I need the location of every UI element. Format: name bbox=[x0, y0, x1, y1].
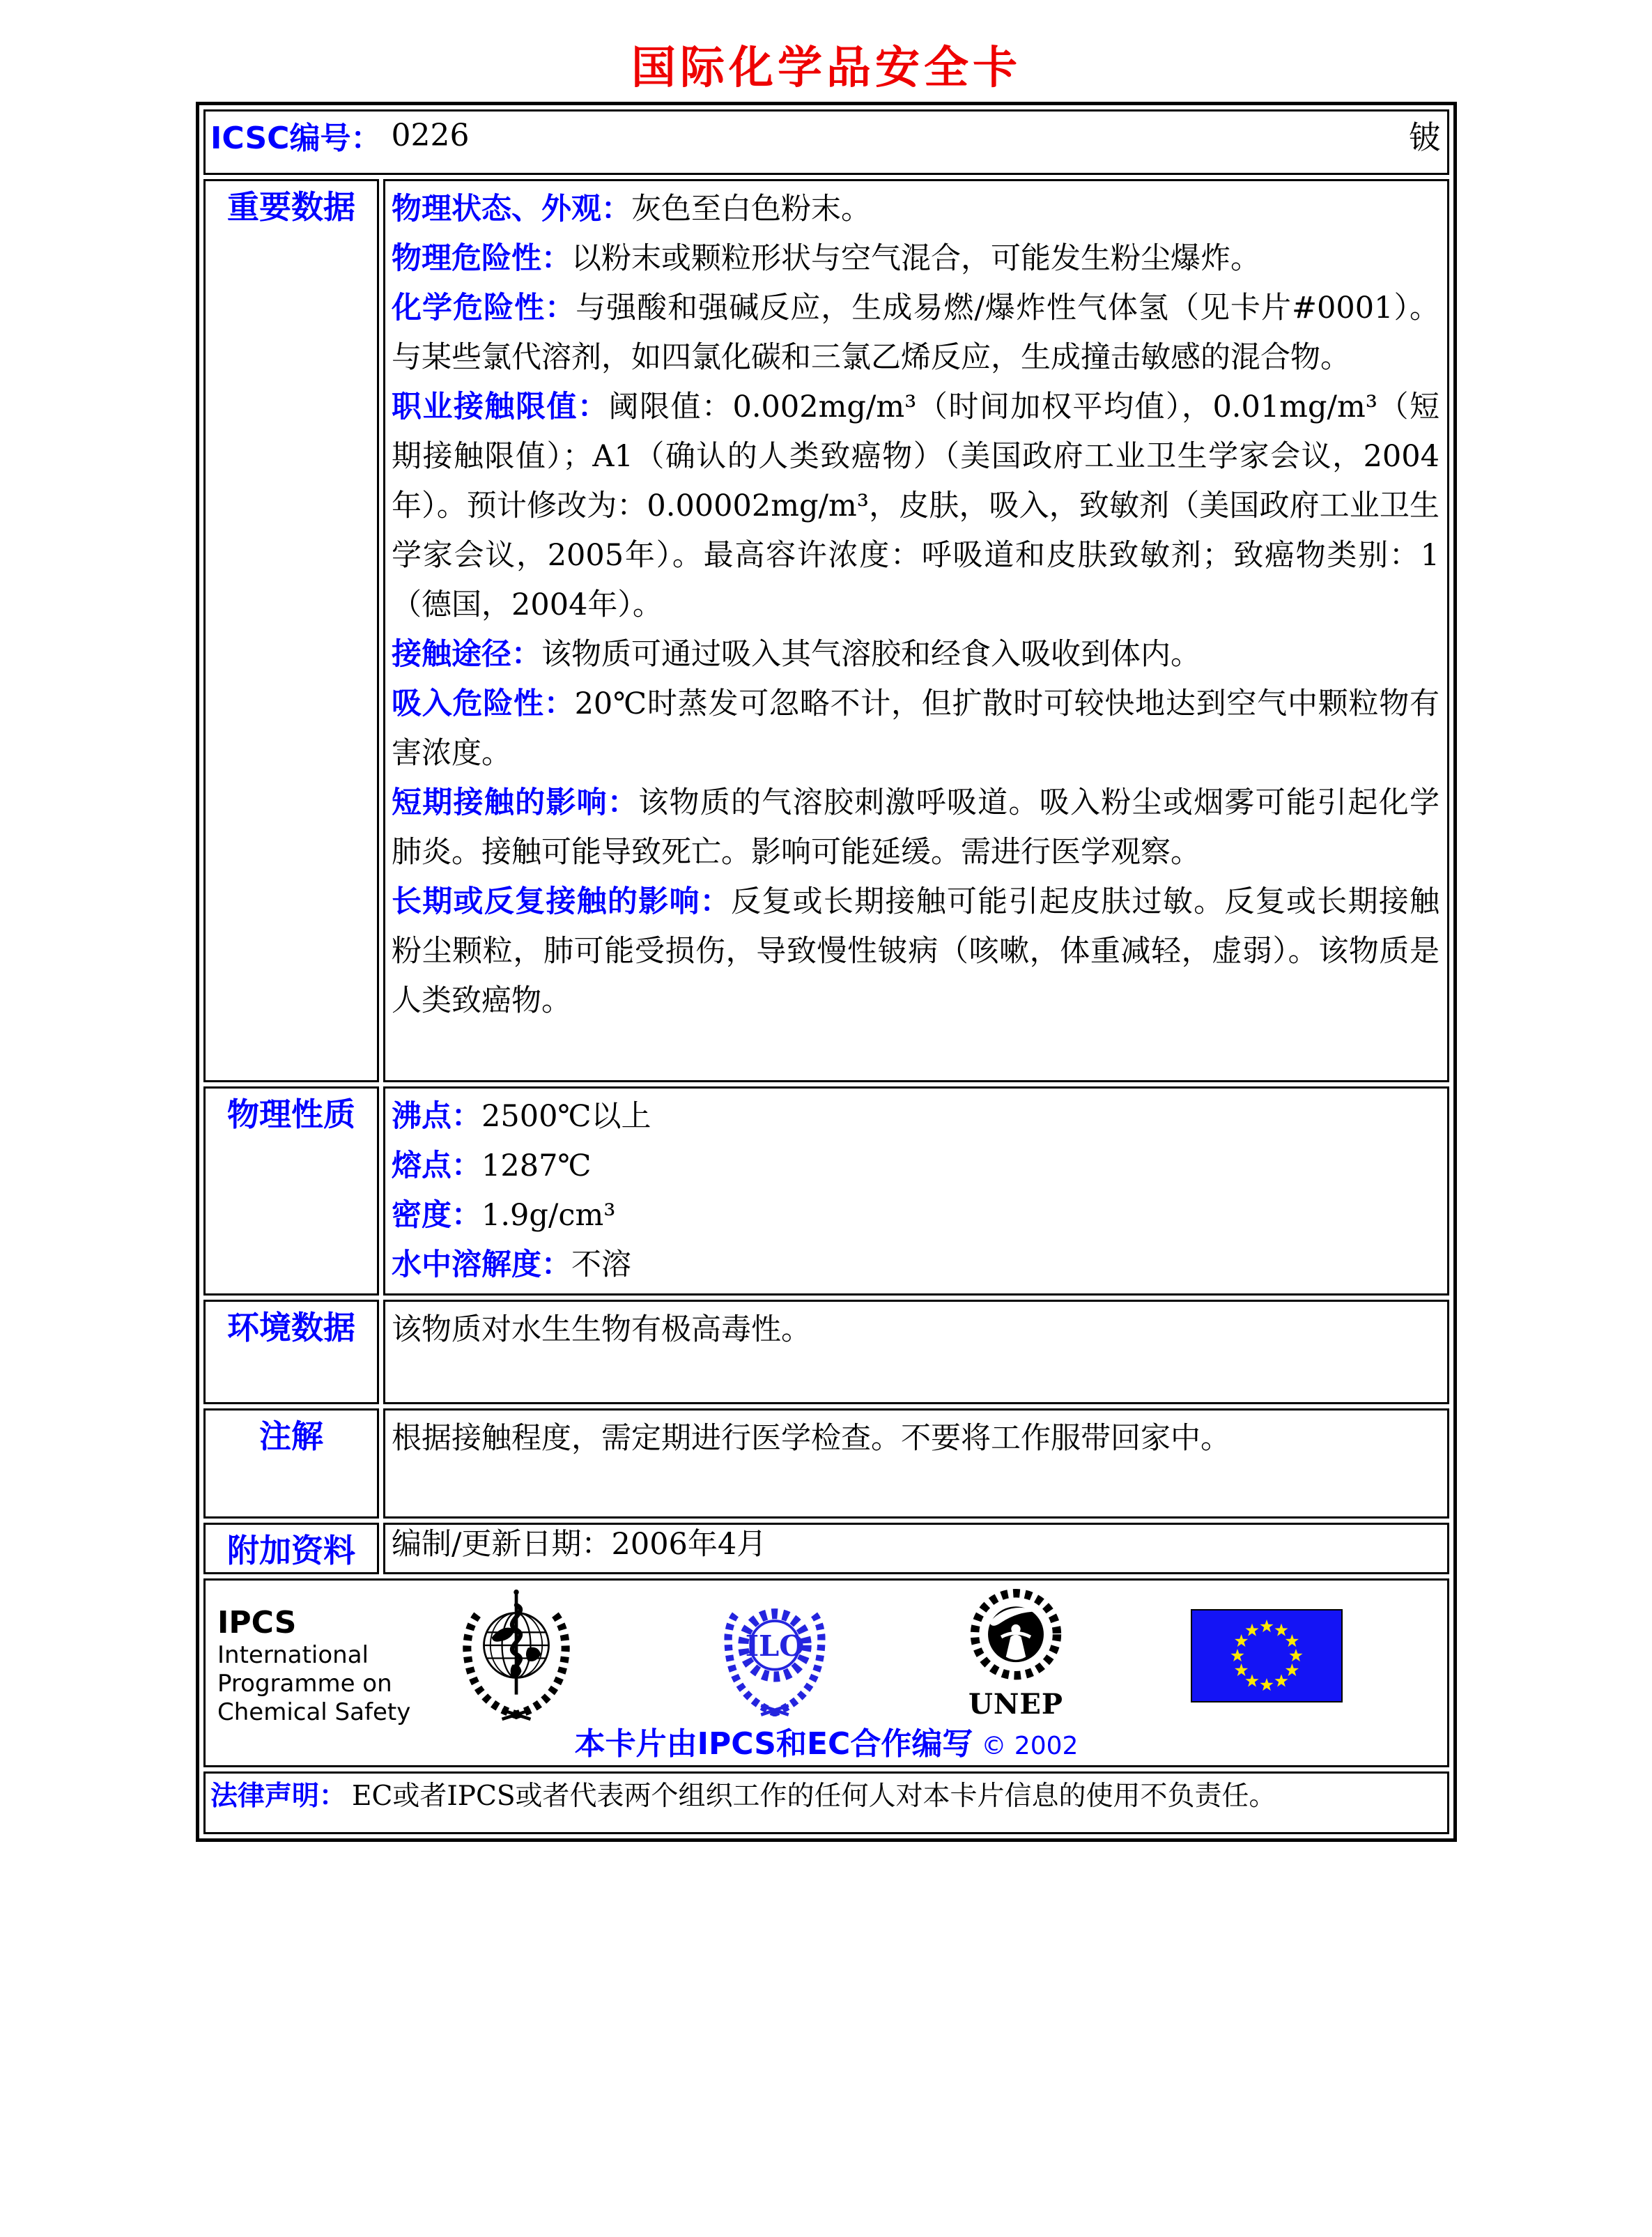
unep-emblem-icon bbox=[956, 1583, 1076, 1691]
entry bbox=[392, 1092, 1439, 1141]
icsc-header-cell bbox=[203, 109, 1449, 175]
entry-text: 2500℃以上 bbox=[481, 1099, 651, 1134]
entry-text: 1287℃ bbox=[481, 1148, 592, 1183]
cooperation-caption bbox=[206, 1719, 1446, 1763]
entry bbox=[392, 284, 1439, 383]
entry bbox=[392, 1240, 1439, 1290]
unep-wordmark: UNEP bbox=[968, 1688, 1063, 1721]
entry-text: 20℃时蒸发可忽略不计，但扩散时可较快地达到空气中颗粒物有害浓度。 bbox=[392, 686, 1439, 771]
ipcs-line: Programme on bbox=[217, 1670, 392, 1698]
section-row-notes bbox=[203, 1408, 1449, 1519]
ipcs-block bbox=[217, 1605, 410, 1727]
ipcs-line: Chemical Safety bbox=[217, 1698, 411, 1726]
entry bbox=[392, 1525, 1439, 1563]
entry-text: 编制/更新日期：2006年4月 bbox=[392, 1527, 767, 1562]
entry-label: 物理危险性： bbox=[392, 241, 571, 276]
ipcs-acronym: IPCS bbox=[217, 1605, 297, 1640]
svg-text:ILO: ILO bbox=[745, 1628, 805, 1663]
section-content-physical-properties bbox=[383, 1086, 1449, 1296]
icsc-card bbox=[196, 102, 1457, 1842]
ipcs-line: International bbox=[217, 1641, 369, 1669]
copyright-text: © 2002 bbox=[981, 1732, 1079, 1760]
legal-cell bbox=[203, 1771, 1449, 1834]
section-row-physical-properties bbox=[203, 1086, 1449, 1296]
logos-cell bbox=[203, 1578, 1449, 1767]
entry-text: 反复或长期接触可能引起皮肤过敏。反复或长期接触粉尘颗粒，肺可能受损伤，导致慢性铍病（咳嗽，体重减轻，虚弱）。该物质是人类致癌物。 bbox=[392, 884, 1439, 1018]
caption-text: 本卡片由IPCS和EC合作编写 bbox=[574, 1726, 973, 1762]
ilo-logo-icon bbox=[719, 1592, 831, 1716]
section-label-additional-info: 附加资料 bbox=[203, 1523, 379, 1574]
entry-label: 吸入危险性： bbox=[392, 686, 575, 721]
section-label-environmental-data: 环境数据 bbox=[203, 1300, 379, 1404]
icsc-header-row bbox=[203, 109, 1449, 175]
eu-flag-icon bbox=[1191, 1609, 1343, 1702]
section-row-environmental-data bbox=[203, 1300, 1449, 1404]
section-content-important-data bbox=[383, 179, 1449, 1082]
entry-label: 密度： bbox=[392, 1198, 481, 1233]
entry-text: 该物质的气溶胶刺激呼吸道。吸入粉尘或烟雾可能引起化学肺炎。接触可能导致死亡。影响可能延缓。需进行医学观察。 bbox=[392, 785, 1440, 870]
entry-text: 1.9g/cm³ bbox=[481, 1198, 616, 1233]
section-content-notes bbox=[383, 1408, 1449, 1519]
section-label-important-data: 重要数据 bbox=[203, 179, 379, 1082]
substance-name: 铍 bbox=[1409, 118, 1441, 156]
entry bbox=[392, 1305, 1439, 1355]
icsc-number-label: ICSC编号： bbox=[210, 121, 382, 156]
entry bbox=[392, 630, 1439, 679]
legal-label: 法律声明： bbox=[210, 1781, 347, 1812]
entry bbox=[392, 1414, 1439, 1463]
entry bbox=[392, 679, 1439, 778]
entry-label: 化学危险性： bbox=[392, 291, 576, 325]
entry-text: 灰色至白色粉末。 bbox=[631, 192, 871, 226]
icsc-number-value: 0226 bbox=[391, 117, 470, 153]
section-label-physical-properties: 物理性质 bbox=[203, 1086, 379, 1296]
entry-label: 熔点： bbox=[392, 1148, 481, 1183]
entry-label: 水中溶解度： bbox=[392, 1247, 571, 1282]
legal-row bbox=[203, 1771, 1449, 1834]
section-content-environmental-data bbox=[383, 1300, 1449, 1404]
entry-label: 长期或反复接触的影响： bbox=[392, 884, 731, 919]
entry bbox=[392, 778, 1439, 877]
entry-text: 该物质对水生生物有极高毒性。 bbox=[392, 1312, 811, 1347]
entry-text: 以粉末或颗粒形状与空气混合，可能发生粉尘爆炸。 bbox=[571, 241, 1260, 276]
entry-label: 沸点： bbox=[392, 1099, 481, 1134]
page-title: 国际化学品安全卡 bbox=[631, 42, 1021, 94]
entry-text: 该物质可通过吸入其气溶胶和经食入吸收到体内。 bbox=[541, 637, 1201, 672]
unep-logo bbox=[955, 1583, 1077, 1719]
entry-label: 短期接触的影响： bbox=[392, 785, 639, 820]
entry bbox=[392, 383, 1439, 630]
logos-row bbox=[203, 1578, 1449, 1767]
entry-text: 与强酸和强碱反应，生成易燃/爆炸性气体氢（见卡片#0001）。与某些氯代溶剂，如四氯化碳和三氯乙烯反应，生成撞击敏感的混合物。 bbox=[392, 291, 1440, 375]
section-label-notes: 注解 bbox=[203, 1408, 379, 1519]
entry-text: 根据接触程度，需定期进行医学检查。不要将工作服带回家中。 bbox=[392, 1421, 1230, 1456]
entry-text: 阈限值：0.002mg/m³（时间加权平均值），0.01mg/m³（短期接触限值）；A1（确认的人类致癌物）（美国政府工业卫生学家会议，2004年）。预计修改为：0.00002mg/m³，皮肤，吸入，致敏剂（美国政府工业卫生学家会议，2005年）。最高容许浓度：呼吸道和皮肤致敏剂；致癌物类别：1（德国，2004年）。 bbox=[392, 390, 1439, 622]
entry bbox=[392, 1141, 1439, 1191]
section-content-additional-info bbox=[383, 1523, 1449, 1574]
who-logo-icon bbox=[451, 1585, 581, 1722]
entry bbox=[392, 234, 1439, 284]
entry bbox=[392, 877, 1439, 1026]
entry-label: 接触途径： bbox=[392, 637, 541, 672]
entry-text: 不溶 bbox=[571, 1247, 631, 1282]
section-row-additional-info bbox=[203, 1523, 1449, 1574]
legal-text: EC或者IPCS或者代表两个组织工作的任何人对本卡片信息的使用不负责任。 bbox=[352, 1781, 1276, 1812]
entry-label: 物理状态、外观： bbox=[392, 192, 631, 226]
entry bbox=[392, 1191, 1439, 1240]
section-row-important-data bbox=[203, 179, 1449, 1082]
entry-label: 职业接触限值： bbox=[392, 390, 609, 424]
entry bbox=[392, 185, 1439, 234]
